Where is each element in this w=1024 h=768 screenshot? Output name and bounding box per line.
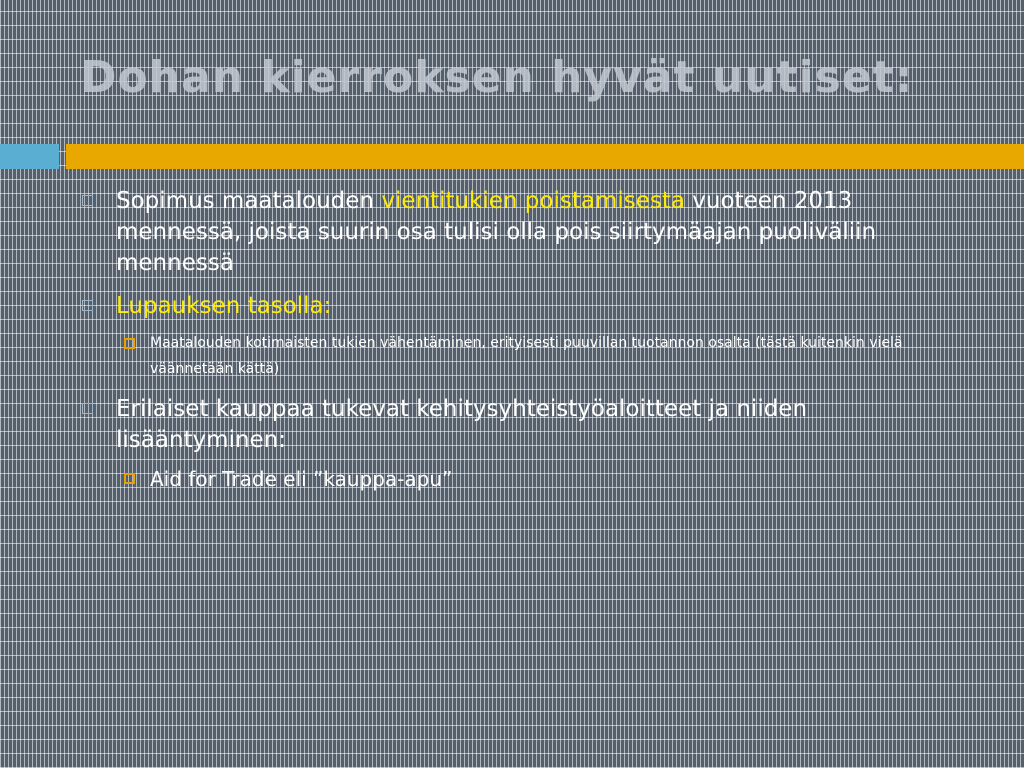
bullet-item-3 xyxy=(82,394,962,456)
bullet-text: Sopimus maatalouden xyxy=(116,188,382,214)
bullet-text: vuoteen 2013 mennessä, joista suurin osa tulisi olla pois siirtymäajan puoliväliin mennessä xyxy=(116,188,877,276)
sub-bullet-item-1 xyxy=(82,330,962,382)
highlighted-text: vientitukien poistamisesta xyxy=(381,188,685,214)
slide-title: Dohan kierroksen hyvät uutiset: xyxy=(80,52,914,103)
accent-bar-blue xyxy=(0,144,59,169)
sub-bullet-text: Maatalouden kotimaisten tukien vähentäminen, erityisesti puuvillan tuotannon osalta (tästä kuitenkin vielä väännetään kättä) xyxy=(150,335,903,377)
bullet-text-highlighted: Lupauksen tasolla: xyxy=(116,293,332,319)
sub-bullet-item-2 xyxy=(82,466,962,492)
square-bullet-icon xyxy=(82,300,93,311)
square-bullet-icon xyxy=(82,403,93,414)
square-sub-bullet-icon xyxy=(124,338,135,349)
accent-bar-orange xyxy=(66,144,1024,169)
sub-bullet-text: Aid for Trade eli ”kauppa-apu” xyxy=(150,467,453,491)
square-sub-bullet-icon xyxy=(124,473,135,484)
bullet-text: Erilaiset kauppaa tukevat kehitysyhteistyöaloitteet ja niiden lisääntyminen: xyxy=(116,396,808,453)
bullet-list xyxy=(82,186,962,504)
bullet-item-2 xyxy=(82,291,962,322)
bullet-item-1 xyxy=(82,186,962,279)
square-bullet-icon xyxy=(82,195,93,206)
